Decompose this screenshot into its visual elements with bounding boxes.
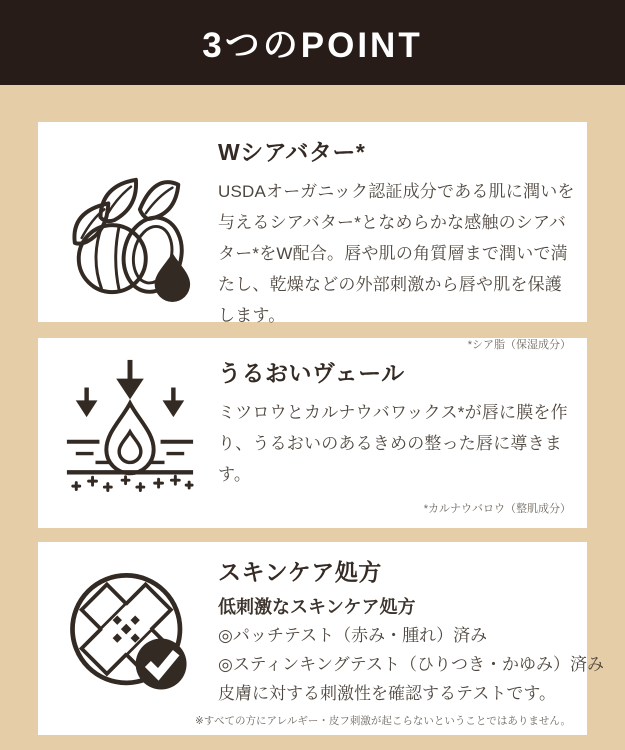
card-text bbox=[218, 355, 575, 491]
test-line-patch: ◎パッチテスト（赤み・腫れ）済み bbox=[218, 626, 488, 645]
point-card-skincare bbox=[38, 542, 604, 735]
section-header bbox=[0, 0, 625, 85]
card-main bbox=[60, 134, 575, 332]
card-footnote: ※すべての方にアレルギー・皮フ刺激が起こらないということではありません。 bbox=[194, 714, 571, 727]
point-card-moisture-veil bbox=[38, 338, 587, 528]
cards-container bbox=[0, 85, 625, 750]
card-footnote: *シア脂（保湿成分） bbox=[467, 338, 571, 351]
shea-nuts-drop-icon bbox=[60, 164, 200, 302]
card-body: USDAオーガニック認証成分である肌に潤いを与えるシアバター*となめらかな感触のシアバター*をW配合。唇や肌の角質層まで潤いで満たし、乾燥などの外部刺激から唇や肌を保護します。 bbox=[218, 182, 575, 325]
section-title: 3つのPOINT bbox=[202, 25, 423, 65]
moisture-veil-drop-icon bbox=[60, 354, 200, 492]
card-title: Wシアバター* bbox=[218, 139, 366, 165]
bandage-check-icon bbox=[60, 565, 200, 697]
card-title: スキンケア処方 bbox=[218, 559, 382, 585]
card-main bbox=[60, 554, 604, 709]
card-text bbox=[218, 554, 604, 709]
card-text bbox=[218, 134, 575, 332]
card-title: うるおいヴェール bbox=[218, 360, 405, 387]
test-line-note: 皮膚に対する刺激性を確認するテストです。 bbox=[218, 684, 556, 704]
card-subtitle: 低刺激なスキンケア処方 bbox=[218, 597, 416, 617]
card-body: ミツロウとカルナウバワックス*が唇に膜を作り、うるおいのあるきめの整った唇に導きます。 bbox=[218, 403, 568, 484]
point-card-shea-butter bbox=[38, 122, 587, 351]
card-footnote: *カルナウバロウ（整肌成分） bbox=[423, 503, 571, 515]
card-main bbox=[60, 350, 575, 496]
test-line-stinging: ◎スティンキングテスト（ひりつき・かゆみ）済み bbox=[218, 655, 604, 675]
